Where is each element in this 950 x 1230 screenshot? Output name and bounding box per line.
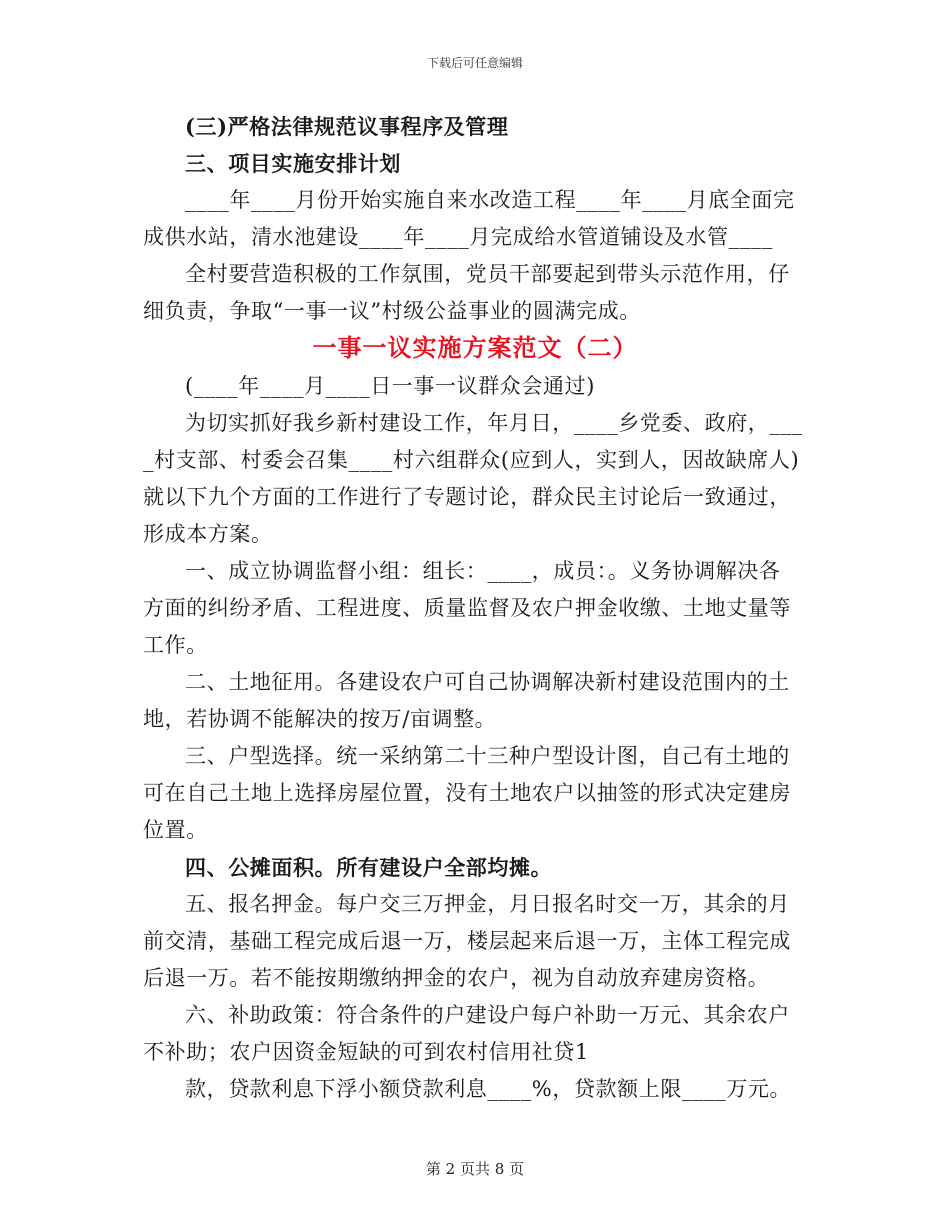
paragraph-line: 一、成立协调监督小组：组长：____，成员：。义务协调解决各 [185,559,781,583]
paragraph-line: 后退一万。若不能按期缴纳押金的农户，视为自动放弃建房资格。 [143,966,770,990]
paragraph-line: 款，贷款利息下浮小额贷款利息____%，贷款额上限____万元。 [185,1077,792,1101]
section-one [143,108,807,330]
paragraph-line: 就以下九个方面的工作进行了专题讨论，群众民主讨论后一致通过， [143,485,791,509]
paragraph-line: 四、公摊面积。所有建设户全部均摊。 [185,855,553,880]
paragraph-line: 三、户型选择。统一采纳第二十三种户型设计图，自己有土地的 [185,744,790,768]
section-two [143,368,807,1108]
page-header: 下载后可任意编辑 [426,56,523,70]
paragraph-line: 方面的纠纷矛盾、工程进度、质量监督及农户押金收缴、土地丈量等 [143,596,791,620]
paragraph-line: 全村要营造积极的工作氛围，党员干部要起到带头示范作用，仔 [185,262,790,286]
paragraph-line: 形成本方案。 [143,522,273,546]
page-footer: 第 2 页共 8 页 [425,1160,525,1178]
section-title: 一事一议实施方案范文（二） [312,333,638,362]
paragraph-line: 位置。 [143,818,208,842]
paragraph-line: (____年____月____日一事一议群众会通过) [185,374,595,398]
paragraph-line: _村支部、村委会召集____村六组群众(应到人，实到人，因故缺席人) [143,448,800,472]
paragraph-line: 三、项目实施安排计划 [185,151,401,176]
paragraph-line: ____年____月份开始实施自来水改造工程____年____月底全面完 [185,188,795,212]
paragraph-line: (三)严格法律规范议事程序及管理 [185,114,509,139]
paragraph-line: 工作。 [143,633,208,657]
paragraph-line: 前交清，基础工程完成后退一万，楼层起来后退一万，主体工程完成 [143,929,791,953]
paragraph-line: 细负责，争取“一事一议”村级公益事业的圆满完成。 [143,299,641,323]
paragraph-line: 不补助；农户因资金短缺的可到农村信用社贷1 [143,1040,589,1064]
paragraph-line: 地，若协调不能解决的按万/亩调整。 [143,707,497,731]
paragraph-line: 可在自己土地上选择房屋位置，没有土地农户以抽签的形式决定建房 [143,781,791,805]
paragraph-line: 为切实抓好我乡新村建设工作，年月日，____乡党委、政府，___ [185,411,803,435]
paragraph-line: 五、报名押金。每户交三万押金，月日报名时交一万，其余的月 [185,892,790,916]
document-body [143,108,807,1108]
paragraph-line: 六、补助政策：符合条件的户建设户每户补助一万元、其余农户 [185,1003,790,1027]
paragraph-line: 成供水站，清水池建设____年____月完成给水管道铺设及水管____ [143,225,773,249]
paragraph-line: 二、土地征用。各建设农户可自己协调解决新村建设范围内的土 [185,670,790,694]
